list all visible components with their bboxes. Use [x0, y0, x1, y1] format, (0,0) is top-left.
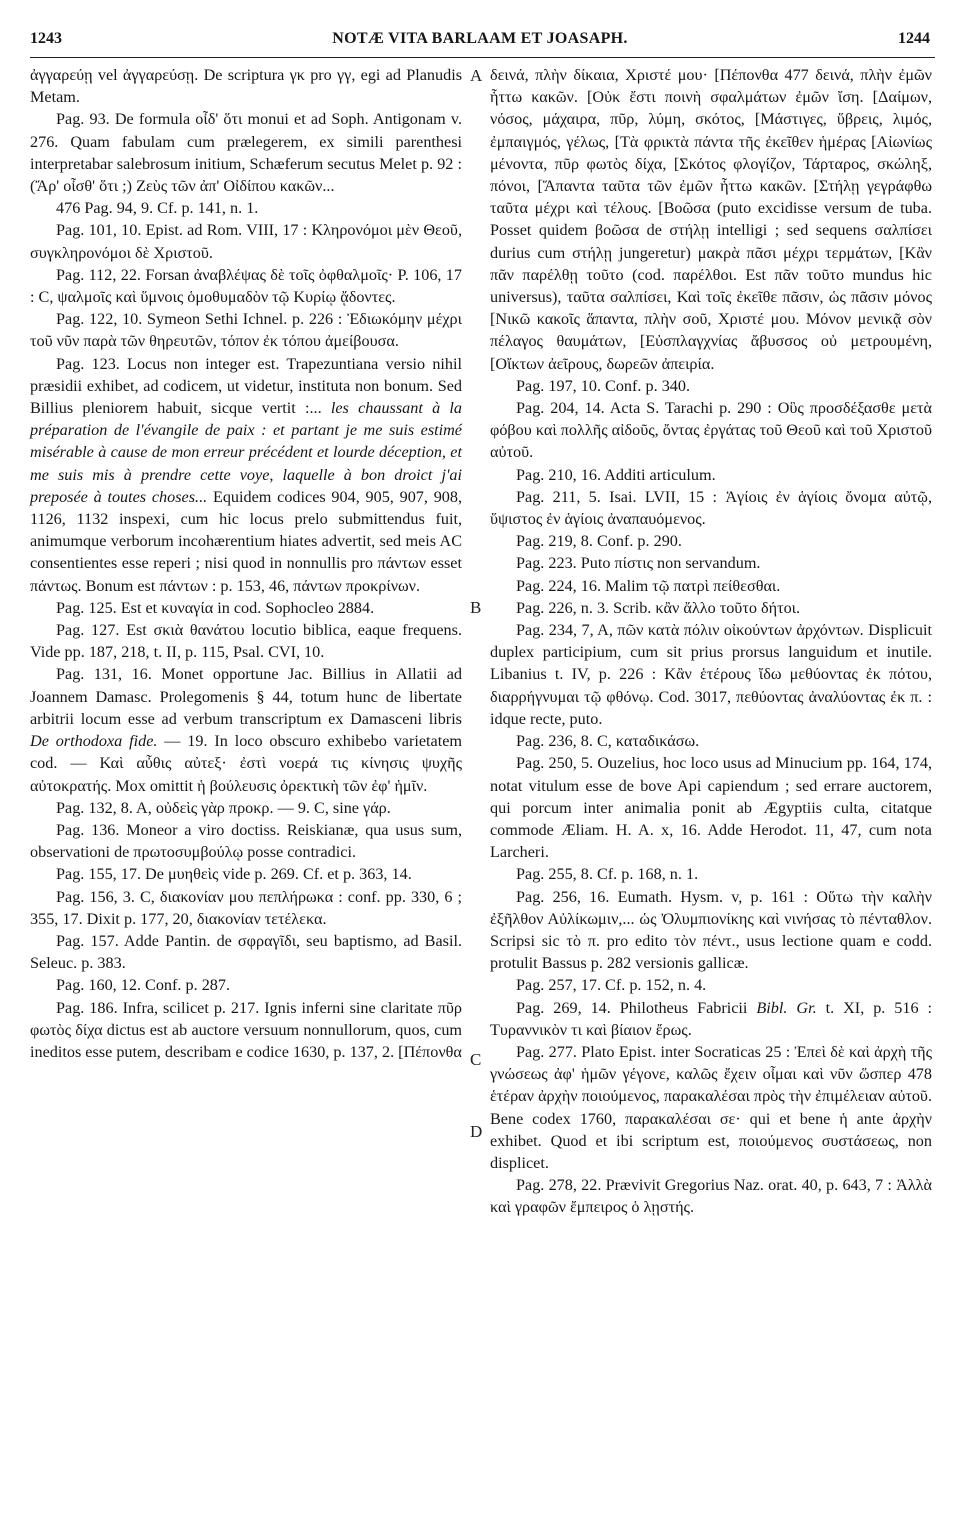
- note-paragraph: Pag. 257, 17. Cf. p. 152, n. 4.: [516, 976, 707, 995]
- note-paragraph: [490, 997, 932, 1041]
- note-paragraph: Pag. 197, 10. Conf. p. 340.: [516, 376, 691, 395]
- note-paragraph: Pag. 256, 16. Eumath. Hysm. v, p. 161 : Οὕτω τὴν καλὴν ἐξῆλθον Αὐλίκωμιν,... ὡς Ὀλυμπιονίκης καὶ νινήσας τὸ πένταθλον. Scripsi sic τὸ π. pro edito τὸν πέντ., usus lectione quam e codd. protulit Bassus p. 282 versionis gallicæ.: [490, 887, 932, 973]
- note-paragraph: Pag. 277. Plato Epist. inter Socraticas 25 : Ἐπεὶ δὲ καὶ ἀρχὴ τῆς γνώσεως ἀφ' ἡμῶν γέγονε, καλῶς ἔχειν οἶμαι καὶ νῦν ὥσπερ 478 ἑτέραν ἀρχὴν ποιούμενος, παρακαλέσαι πρὸς τὴν ἐπιμέλειαν αὐτοῦ. Bene codex 1760, παρακαλέσαι σε· qui et bene ἡ ante ἀρχὴν exhibet. Quod et ibi scriptum est, ποιούμενος συστάσεως, non displicet.: [490, 1042, 932, 1172]
- note-paragraph: Pag. 156, 3. C, διακονίαν μου πεπλήρωκα : conf. pp. 330, 6 ; 355, 17. Dixit p. 177, 20, διακονίαν τετέλεκα.: [30, 887, 462, 928]
- note-text: Pag. 123. Locus non integer est. Trapezuntiana versio nihil præsidii exhibet, ad codicem, ut videtur, instituta non bonum. Sed Billius pleniorem habuit, sicque vertit :...: [30, 354, 462, 418]
- note-text: Pag. 131, 16. Monet opportune Jac. Billius in Allatii ad Joannem Damasc. Prolegomenis § 44, totum hunc de libertate arbitrii locum esse ad verbum transcriptum ex Damasceni libris: [30, 665, 462, 728]
- note-paragraph: Pag. 211, 5. Isai. LVII, 15 : Ἁγίοις ἐν ἁγίοις ὄνομα αὐτῷ, ὕψιστος ἐν ἁγίοις ἀναπαυόμενος.: [490, 487, 932, 529]
- header-rule: [30, 57, 935, 58]
- note-paragraph: Pag. 226, n. 3. Scrib. κἂν ἄλλο τοῦτο δήτοι.: [516, 598, 801, 617]
- note-paragraph: Pag. 224, 16. Malim τῷ πατρὶ πείθεσθαι.: [516, 576, 781, 595]
- note-paragraph: Pag. 210, 16. Additi articulum.: [516, 465, 716, 484]
- note-paragraph: Pag. 236, 8. C, καταδικάσω.: [516, 732, 700, 751]
- note-text: Pag. 269, 14. Philotheus Fabricii: [516, 998, 748, 1017]
- note-paragraph: Pag. 234, 7, A, πῶν κατὰ πόλιν οἰκούντων ἀρχόντων. Displicuit duplex participium, cum sit prius prorsus languidum et inutile. Libanius t. IV, p. 226 : Κἂν ἑτέρους ἴδω μεθύοντας ἐκ πότου, διαρρήγνυμαι τῷ φθόνῳ. Cod. 3017, πεθύοντας ἀναλύοντας ἐκ π. : idque recte, puto.: [490, 621, 932, 728]
- note-paragraph: Pag. 125. Est et κυναγία in cod. Sophocleo 2884.: [56, 598, 375, 617]
- note-paragraph: Pag. 223. Puto πίστις non servandum.: [516, 554, 761, 573]
- note-paragraph: Pag. 155, 17. De μυηθεὶς vide p. 269. Cf. et p. 363, 14.: [56, 865, 412, 884]
- note-paragraph: Pag. 136. Moneor a viro doctiss. Reiskianæ, qua usus sum, observationi de πρωτοσυμβούλῳ posse contradici.: [30, 820, 462, 862]
- margin-letter-d: D: [470, 1122, 483, 1141]
- french-quotation: les chaussant à la préparation de l'évangile de paix : et partant je me suis estimé misérable à cause de mon erreur précédent et lourde déception, et me suis mis à prendre cette voye, laquelle à bon droict j'ai preposée à toutes choses...: [30, 399, 462, 506]
- note-text: t. XI, p. 516 : Τυραννικὸν τι καὶ βίαιον ἔρως.: [490, 998, 933, 1039]
- right-page-number: 1244: [898, 30, 930, 47]
- note-paragraph: δεινά, πλὴν δίκαια, Χριστέ μου· [Πέπονθα 477 δεινά, πλὴν ἐμῶν ἧττω κακῶν. [Οὐκ ἔστι ποινὴ σφαλμάτων ἐμῶν ἴση. [Δαίμων, νόσος, μάχαιρα, πῦρ, λύμη, σκότος, [Μάστιγες, ὕβρεις, λιμός, ἐμπαιγμός, γέλως, [Τὰ φρικτὰ πάντα τῆς ἐκεῖθεν ἡμέρας [Αἰωνίως μένοντα, πῦρ φωτὸς δίχα, [Σκότος φλογίζον, Τάρταρος, σκώληξ, πόνοι, [Ἅπαντα ταῦτα τῶν ἐμῶν ἧττω κακῶν. [Στήλῃ γεγράφθω ταῦτα μέχρι καὶ τέλους. [Βοῶσα (puto excidisse versum de tuba. Posset quidem βοῶσα de στήλῃ intelligi ; sed sequens σαλπίσει durius cum στήλῃ jungeretur) μακρὰ πᾶσι μέχρι τερμάτων, [Κἂν πᾶν παρέλθῃ τοῦτο (cod. παρέλθοι. Est πᾶν τοῦτο mundus hic universus), ταῦτα σαλπίσει, Καὶ τοῖς ἐκεῖθε πᾶσιν, ὡς πᾶσιν μόνος [Νικῶ κακοῖς ἅπαντα, πλὴν σοῦ, Χριστέ μου. Μόνον μενικᾷ σὸν πέλαγος θαυμάτων, [Εὐσπλαγχνίας ἄβυσσος οὐ μετρουμένη, [Οἴκτων ἀεῖρους, δωρεῶν ἀπειρία.: [490, 66, 932, 373]
- note-paragraph: Pag. 93. De formula οἶδ' ὅτι monui et ad Soph. Antigonam v. 276. Quam fabulam cum prælegerem, ex simili parenthesi interpretabar salebrosum initium, Schæferum secutus Melet p. 92 : (Ἄρ' οἶσθ' ὅτι ;) Ζεὺς τῶν ἀπ' Οἰδίπου κακῶν...: [30, 110, 462, 196]
- margin-letter-c: C: [470, 1050, 482, 1069]
- note-paragraph: Pag. 157. Adde Pantin. de σφραγῖδι, seu baptismo, ad Basil. Seleuc. p. 383.: [30, 931, 462, 973]
- note-paragraph: Pag. 204, 14. Acta S. Tarachi p. 290 : Οὓς προσδέξασθε μετὰ φόβου καὶ πολλῆς αἰδοῦς, ὄντας ἐργάτας τοῦ Θεοῦ καὶ τοῦ Χριστοῦ αὐτοῦ.: [490, 399, 932, 462]
- note-paragraph: Pag. 250, 5. Ouzelius, hoc loco usus ad Minucium pp. 164, 174, notat vitulum esse de bove Api capiendum ; sed errare auctorem, qui porcum inter animalia ponit ab Ægyptiis culta, citatque commode Æliam. H. A. x, 16. Adde Herodot. 11, 47, cum nota Larcheri.: [490, 754, 932, 862]
- margin-letter-b: B: [470, 598, 482, 617]
- note-paragraph: Pag. 160, 12. Conf. p. 287.: [56, 976, 231, 995]
- running-title: NOTÆ VITA BARLAAM ET JOASAPH.: [332, 30, 628, 47]
- note-paragraph: [30, 663, 462, 796]
- running-header: [30, 30, 930, 52]
- note-paragraph: Pag. 127. Est σκιὰ θανάτου locutio biblica, eaque frequens. Vide pp. 187, 218, t. II, p. 115, Psal. CVI, 10.: [30, 621, 462, 662]
- note-paragraph: Pag. 255, 8. Cf. p. 168, n. 1.: [516, 865, 699, 884]
- margin-letter-a: A: [470, 66, 483, 85]
- work-title: Bibl. Gr.: [756, 998, 817, 1017]
- note-paragraph: ἀγγαρεύῃ vel ἀγγαρεύσῃ. De scriptura γκ pro γγ, egi ad Planudis Metam.: [30, 66, 462, 107]
- note-paragraph: Pag. 219, 8. Conf. p. 290.: [516, 532, 682, 551]
- right-column: [490, 64, 932, 1219]
- note-paragraph: Pag. 278, 22. Prævivit Gregorius Naz. orat. 40, p. 643, 7 : Ἀλλὰ καὶ γραφῶν ἔμπειρος ὁ λῃστής.: [490, 1176, 932, 1217]
- note-paragraph: Pag. 101, 10. Epist. ad Rom. VIII, 17 : Κληρονόμοι μὲν Θεοῦ, συγκληρονόμοι δὲ Χριστοῦ.: [30, 221, 462, 262]
- left-column: [30, 64, 462, 1063]
- note-paragraph: 476 Pag. 94, 9. Cf. p. 141, n. 1.: [56, 199, 259, 218]
- note-paragraph: Pag. 186. Infra, scilicet p. 217. Ignis inferni sine claritate πῦρ φωτὸς δίχα dictus est ab auctore versuum nonnullorum, quos, cum ineditos esse putem, describam e codice 1630, p. 137, 2. [Πέπονθα: [30, 998, 462, 1061]
- note-paragraph: Pag. 112, 22. Forsan ἀναβλέψας δὲ τοῖς ὀφθαλμοῖς· P. 106, 17 : C, ψαλμοῖς καὶ ὕμνοις ὁμοθυμαδὸν τῷ Κυρίῳ ᾄδοντες.: [30, 265, 462, 307]
- note-paragraph: Pag. 132, 8. A, οὐδεὶς γὰρ προκρ. — 9. C, sine γάρ.: [56, 798, 391, 817]
- note-paragraph: Pag. 122, 10. Symeon Sethi Ichnel. p. 226 : Ἐδιωκόμην μέχρι τοῦ νῦν παρὰ τῶν θηρευτῶν, τόπον ἐκ τόπου ἀμείβουσα.: [30, 310, 462, 351]
- note-paragraph: [30, 353, 462, 597]
- note-text: Equidem codices 904, 905, 907, 908, 1126, 1132 inspexi, cum hic locus prelo submittendus fuit, animumque verborum incohærentium hiates advertit, sed meis AC consentientes esse reperi ; nisi quod in nonnullis pro πάντων esset πάντως. Bonum est πάντων : p. 153, 46, πάντων προκρίνων.: [30, 487, 463, 595]
- work-title: De orthodoxa fide.: [30, 732, 158, 751]
- note-text: — 19. In loco obscuro exhibebo varietatem cod. — Καὶ αὖθις αὐτεξ· ἐστὶ νοερά τις κίνησις ψυχῆς αὐτοκρατής. Mox omittit ἡ βούλευσις ὀρεκτικὴ τῶν ἐφ' ἡμῖν.: [30, 732, 463, 795]
- left-page-number: 1243: [30, 30, 62, 47]
